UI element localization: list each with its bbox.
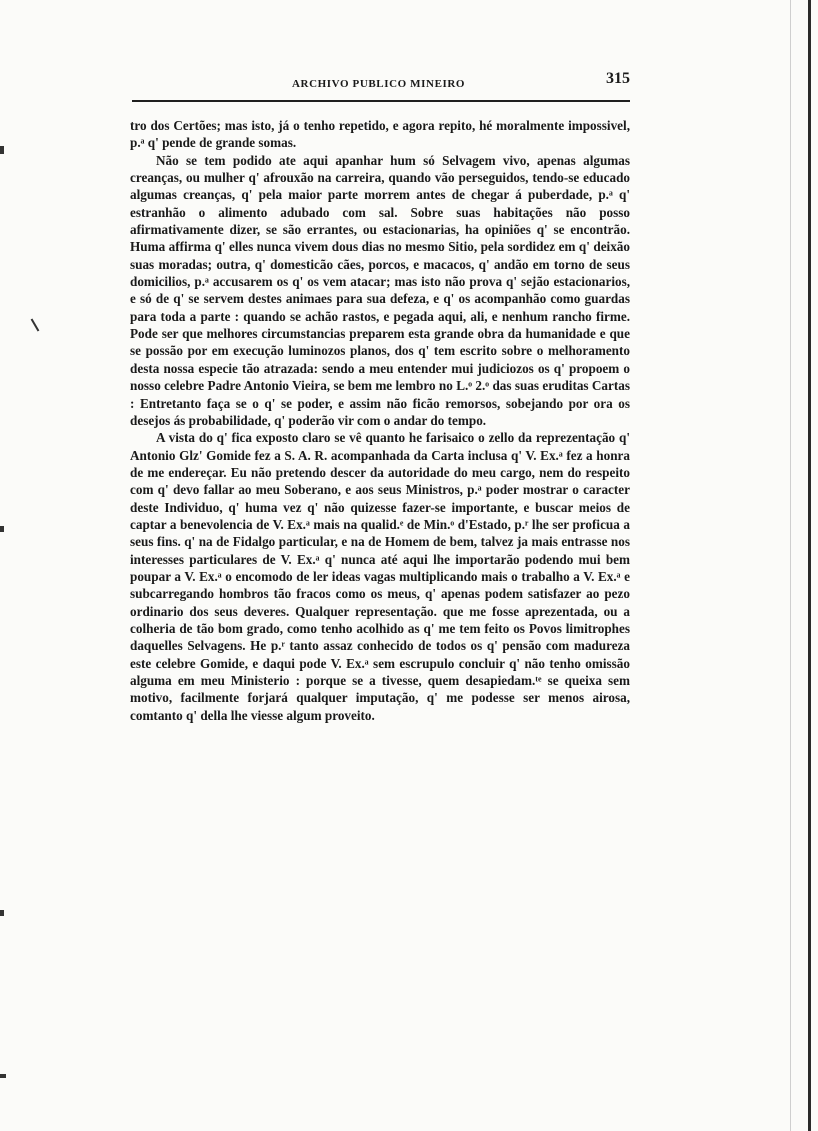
margin-mark	[31, 318, 40, 331]
margin-mark	[0, 526, 4, 532]
page-binding-edge	[808, 0, 811, 1131]
margin-mark	[0, 1074, 6, 1078]
header-rule	[132, 100, 630, 102]
running-head: ARCHIVO PUBLICO MINEIRO	[292, 78, 466, 90]
page-header	[132, 68, 630, 100]
paragraph: Não se tem podido ate aqui apanhar hum só Selvagem vivo, apenas algumas creanças, ou mulher q' afrouxão na carreira, quando vão perseguidos, tendo-se educado algumas creanças, q' pela maior parte morrem antes de chegar á puberdade, p.ᵃ q' estranhão o alimento adubado com sal. Sobre suas habitações não posso afirmativamente dizer, se são errantes, ou estacionarias, ha opiniões q' se encontrão. Huma affirma q' elles nunca vivem dous dias no mesmo Sitio, pela sordidez em q' deixão suas moradas; outra, q' domesticão cães, porcos, e macacos, q' andão em torno de seus domicilios, p.ᵃ accusarem os q' os vem atacar; mas isto não prova q' sejão estacionarios, e só de q' se servem destes animaes para sua defeza, e q' os acompanhão como guardas para toda a parte : quando se achão rastos, e pegada aqui, ali, e nenhum rancho firme. Pode ser que melhores circumstancias preparem esta grande obra da humanidade e que se possão por em execução luminozos planos, dos q' tem escrito sobre o melhoramento desta nossa especie tão atrazada: sendo a meu entender mui judiciozos os q' propoem o nosso celebre Padre Antonio Vieira, se bem me lembro no L.ᵒ 2.ᵒ das suas eruditas Cartas : Entretanto faça se o q' se poder, e assim não ficão remorsos, sobejando por ora os desejos ás probabilidade, q' poderão vir com o andar do tempo.	[130, 152, 630, 428]
margin-mark	[0, 146, 4, 154]
paragraph: A vista do q' fica exposto claro se vê quanto he farisaico o zello da reprezentação q' Antonio Glz' Gomide fez a S. A. R. acompanhada da Carta inclusa q' V. Ex.ᵃ fez a honra de me endereçar. Eu não pretendo descer da autoridade do meu cargo, nem do respeito com q' devo fallar ao meu Soberano, e aos seus Ministros, p.ᵃ poder mostrar o caracter deste Individuo, q' huma vez q' não quizesse fazer-se importante, e buscar meios de captar a benevolencia de V. Ex.ᵃ mais na qualid.ᵉ de Min.ᵒ d'Estado, p.ʳ lhe ser proficua a seus fins. q' na de Fidalgo particular, e na de Homem de bem, talvez ja mais entrasse nos interesses particulares de V. Ex.ᵃ q' nunca até aqui lhe importarão podendo mui bem poupar a V. Ex.ᵃ o encomodo de ler ideas vagas multiplicando mais o trabalho a V. Ex.ᵃ e subcarregando hombros tão fracos como os meus, q' apenas podem satisfazer ao pezo ordinario dos seus deveres. Qualquer representação. que me fosse aprezentada, ou a colheria de tão bom grado, como tenho acolhido as q' me tem feito os Povos limitrophes daquelles Selvagens. He p.ʳ tanto assaz conhecido de todos os q' pensão com madureza este celebre Gomide, e daqui pode V. Ex.ᵃ sem escrupulo concluir q' não tenho omissão alguma em meu Ministerio : porque se a tivesse, quem desapiedam.ᵗᵉ se queixa sem motivo, facilmente forjará qualquer imputação, q' me podesse ser menos airosa, comtanto q' della lhe viesse algum proveito.	[130, 430, 630, 723]
margin-mark	[0, 910, 4, 916]
body-text	[130, 117, 630, 724]
paragraph: tro dos Certões; mas isto, já o tenho repetido, e agora repito, hé moralmente impossivel, p.ᵃ q' pende de grande somas.	[130, 118, 630, 151]
page-fold-line	[790, 0, 791, 1131]
page-number: 315	[606, 70, 630, 87]
